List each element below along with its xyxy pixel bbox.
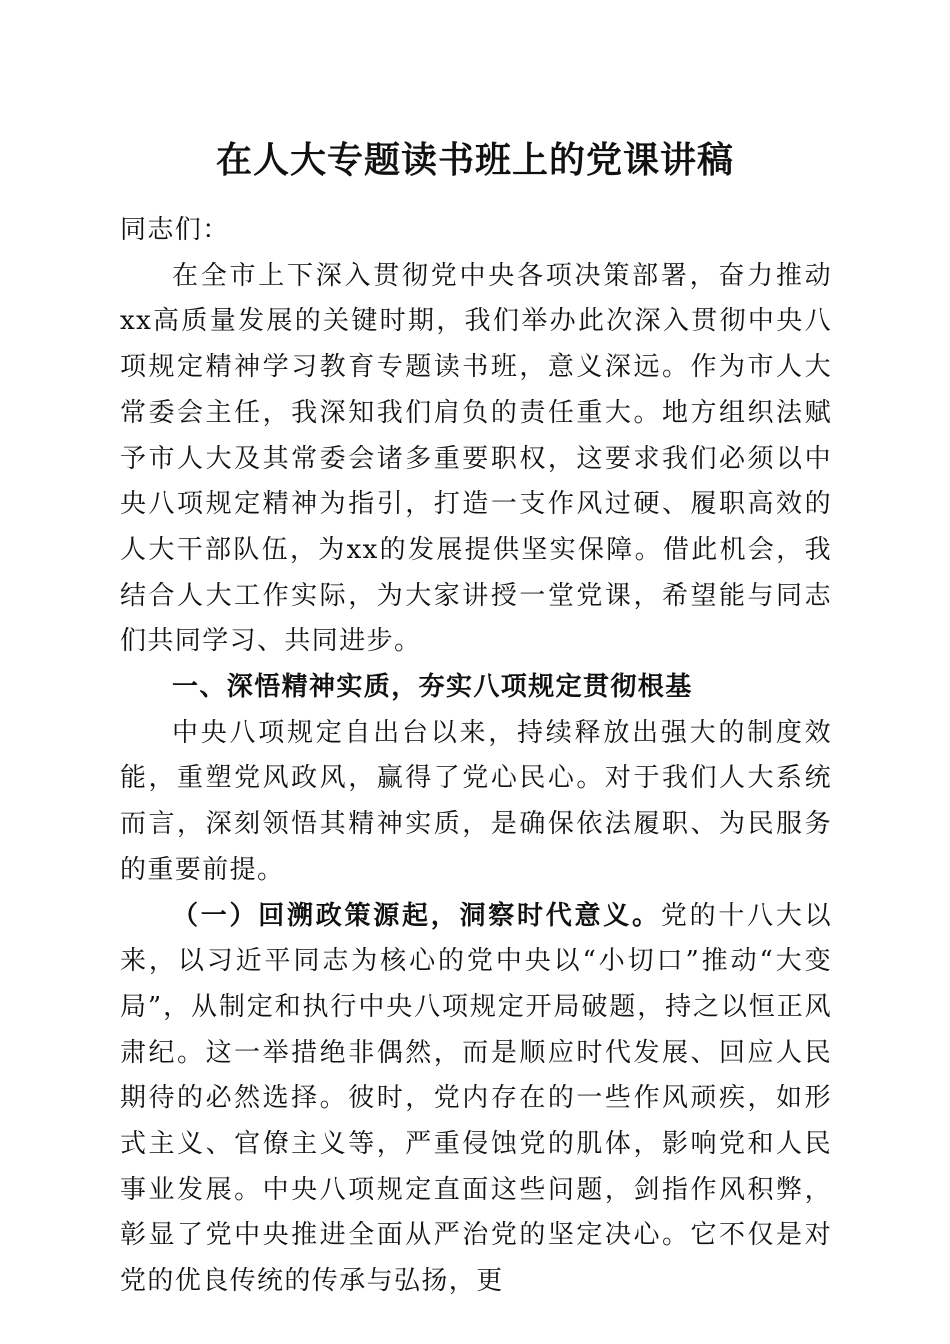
document-title: 在人大专题读书班上的党课讲稿 — [215, 139, 734, 181]
intro-paragraph: 在全市上下深入贯彻党中央各项决策部署，奋力推动xx高质量发展的关键时期，我们举办此次深入贯彻中央八项规定精神学习教育专题读书班，意义深远。作为市人大常委会主任，我深知我们肩负的责任重大。地方组织法赋予市人大及其常委会诸多重要职权，这要求我们必须以中央八项规定精神为指引，打造一支作风过硬、履职高效的人大干部队伍，为xx的发展提供坚实保障。借此机会，我结合人大工作实际，为大家讲授一堂党课，希望能与同志们共同学习、共同进步。 — [120, 260, 832, 657]
section-1-heading: 一、深悟精神实质，夯实八项规定贯彻根基 — [172, 672, 693, 703]
section-1-paragraph: 中央八项规定自出台以来，持续释放出强大的制度效能，重塑党风政风，赢得了党心民心。对于我们人大系统而言，深刻领悟其精神实质，是确保依法履职、为民服务的重要前提。 — [120, 717, 832, 885]
subsection-1-heading: （一）回溯政策源起，洞察时代意义。 — [172, 900, 661, 931]
subsection-1-paragraph — [120, 894, 832, 1305]
subsection-1-text: 党的十八大以来，以习近平同志为核心的党中央以“小切口”推动“大变局”，从制定和执行中央八项规定开局破题，持之以恒正风肃纪。这一举措绝非偶然，而是顺应时代发展、回应人民期待的必然选择。彼时，党内存在的一些作风顽疾，如形式主义、官僚主义等，严重侵蚀党的肌体，影响党和人民事业发展。中央八项规定直面这些问题，剑指作风积弊，彰显了党中央推进全面从严治党的坚定决心。它不仅是对党的优良传统的传承与弘扬，更 — [120, 900, 832, 1297]
salutation: 同志们： — [120, 215, 230, 245]
document-body — [120, 208, 832, 1305]
